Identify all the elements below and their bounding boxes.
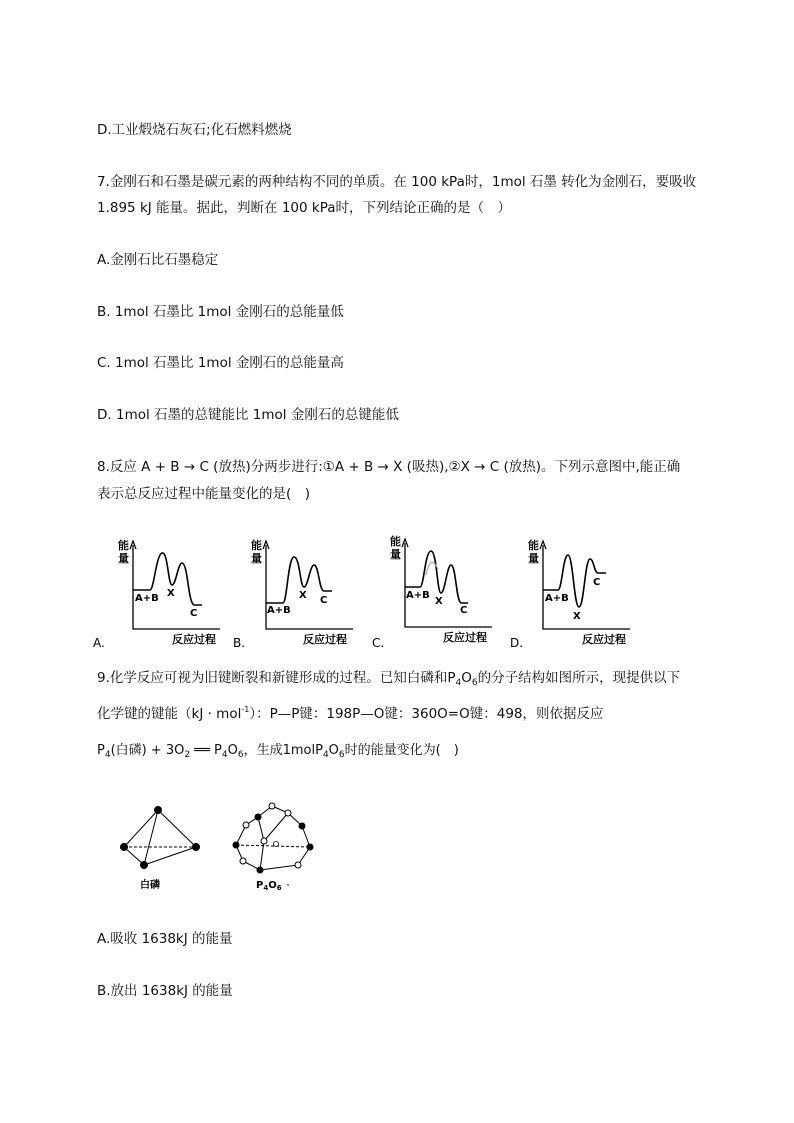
y-axis — [266, 545, 353, 629]
p4o6-sub4: 4 — [263, 884, 269, 892]
q9-stem-line2 — [97, 701, 604, 723]
y-axis-label: 能 — [118, 539, 129, 552]
x-axis-label: 反应过程 — [582, 633, 626, 646]
label-ab: A+B — [267, 605, 291, 616]
y-axis-label: 能 — [528, 539, 539, 552]
q8-diagram-b — [233, 538, 353, 650]
white-phosphorus-label: 白磷 — [140, 880, 160, 891]
q8-diagram-c — [372, 535, 492, 650]
label-ab: A+B — [545, 593, 569, 604]
eq-end: 时的能量变化为( ) — [344, 743, 459, 758]
subscript: 4 — [221, 750, 228, 760]
choice-c-label: C. — [372, 636, 385, 650]
bond-energy-values: ）：P—P键：198P—O键：360O=O键：498，则依据反应 — [249, 706, 604, 722]
subscript: 6 — [237, 750, 244, 760]
subscript: 4 — [322, 750, 329, 760]
choice-a-label: A. — [93, 636, 105, 650]
q8-diagram-a — [93, 538, 220, 650]
q9-stem-line1 — [97, 669, 680, 692]
eq-tail-o: O — [328, 743, 339, 758]
x-axis-label: 反应过程 — [443, 631, 487, 644]
superscript: -1 — [241, 705, 250, 714]
q9-stem-text-end: 的分子结构如图所示，现提供以下 — [477, 670, 681, 686]
label-x: X — [167, 588, 175, 599]
label-x: X — [573, 611, 581, 622]
y-axis-label: 量 — [118, 552, 129, 565]
label-c: C — [320, 595, 328, 606]
y-axis — [405, 543, 492, 627]
y-axis-label: 量 — [528, 552, 539, 565]
y-axis-label: 能 — [390, 535, 401, 548]
x-axis-label: 反应过程 — [303, 633, 347, 646]
label-x: X — [299, 590, 307, 601]
subscript: 4 — [455, 678, 462, 688]
q6-option-d: D.工业煅烧石灰石;化石燃料燃烧 — [97, 122, 292, 138]
q8-energy-diagrams — [90, 535, 650, 650]
q7-stem-line2: 1.895 kJ 能量。据此，判断在 100 kPa时，下列结论正确的是（ ） — [97, 200, 512, 216]
choice-d-label: D. — [510, 636, 524, 650]
p4o6-structure — [233, 803, 314, 892]
q7-stem-line1: 7.金刚石和石墨是碳元素的两种结构不同的单质。在 100 kPa时，1mol 石墨 转化为金刚石，要吸收 — [97, 174, 697, 190]
y-axis-label: 能 — [251, 539, 262, 552]
y-axis-label: 量 — [390, 548, 401, 561]
q7-option-d: D. 1mol 石墨的总键能比 1mol 金刚石的总键能低 — [97, 407, 399, 423]
label-c: C — [593, 577, 601, 588]
q7-option-b: B. 1mol 石墨比 1mol 金刚石的总能量低 — [97, 304, 344, 320]
eq-tail: ，生成1molP — [243, 743, 323, 758]
x-axis-label: 反应过程 — [172, 633, 216, 646]
y-axis — [543, 545, 630, 629]
q7-option-c: C. 1mol 石墨比 1mol 金刚石的总能量高 — [97, 355, 344, 371]
q9-equation-line — [97, 742, 459, 764]
q8-stem-line2: 表示总反应过程中能量变化的是( ) — [97, 486, 311, 502]
eq-o: O — [227, 743, 238, 758]
p4o6-p: P — [256, 880, 264, 891]
y-axis-label: 量 — [251, 552, 262, 565]
p4o6-label — [256, 880, 282, 892]
p4o6-sub6: 6 — [276, 884, 282, 892]
eq-mid: (白磷) + 3O — [110, 743, 185, 758]
label-c: C — [460, 605, 468, 616]
q9-option-b: B.放出 1638kJ 的能量 — [97, 983, 233, 999]
subscript: 4 — [104, 750, 111, 760]
q9-stem-text: 9.化学反应可视为旧键断裂和新键形成的过程。已知白磷和P — [97, 670, 456, 686]
y-axis — [133, 545, 220, 629]
label-c: C — [190, 608, 198, 619]
white-phosphorus-structure — [120, 806, 200, 891]
q8-diagram-d — [510, 538, 630, 650]
q7-option-a: A.金刚石比石墨稳定 — [97, 252, 219, 268]
eq-p: P — [97, 743, 105, 758]
bond-energy-text: 化学键的键能（kJ · mol — [97, 706, 242, 722]
subscript: 2 — [184, 750, 191, 760]
subscript: 6 — [338, 750, 345, 760]
formula-o: O — [461, 670, 472, 686]
label-ab: A+B — [406, 590, 430, 601]
choice-b-label: B. — [233, 636, 246, 650]
label-x: X — [435, 596, 443, 607]
p4o6-o: O — [268, 880, 277, 891]
label-ab: A+B — [135, 593, 159, 604]
subscript: 6 — [471, 678, 478, 688]
q8-stem-line1: 8.反应 A + B → C (放热)分两步进行:①A + B → X (吸热),②X → C (放热)。下列示意图中,能正确 — [97, 459, 681, 475]
eq-arrow: ══ P — [190, 743, 222, 758]
q9-option-a: A.吸收 1638kJ 的能量 — [97, 931, 233, 947]
q9-molecule-figures — [110, 795, 330, 900]
